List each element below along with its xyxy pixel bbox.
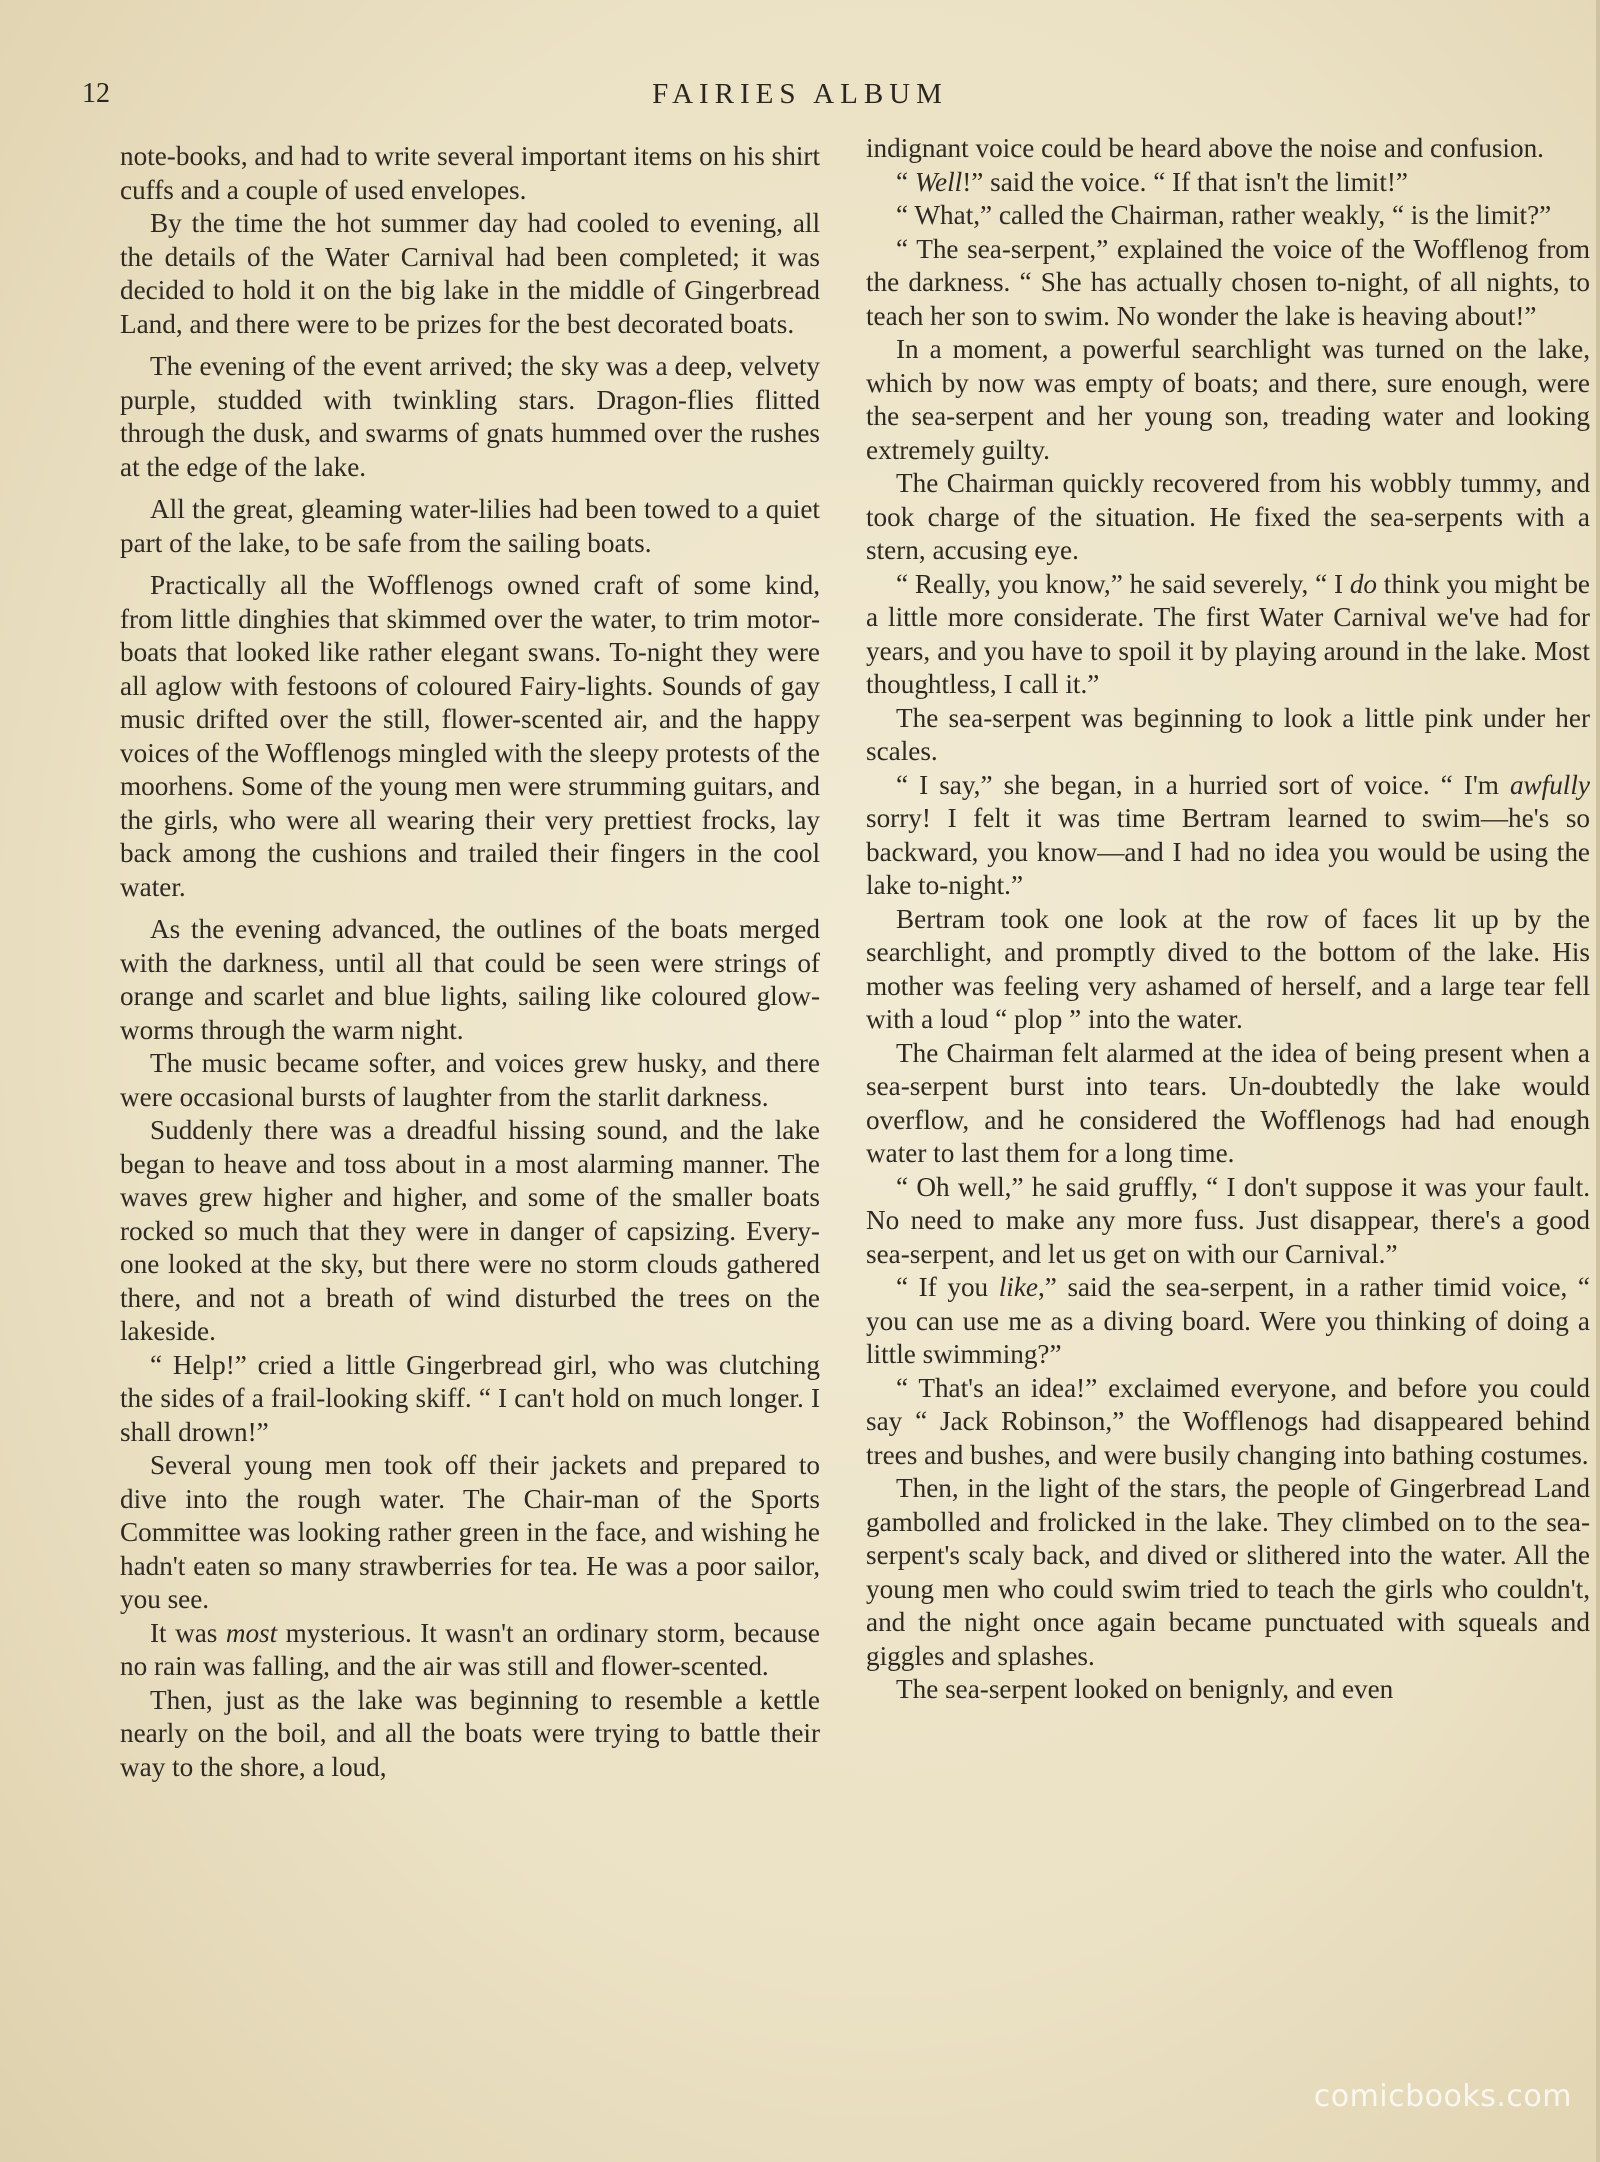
page-number: 12 [82, 78, 110, 109]
paragraph: “ What,” called the Chairman, rather weakly, “ is the limit?” [896, 200, 1552, 230]
paragraph: Suddenly there was a dreadful hissing sound, and the lake began to heave and toss about in a most alarming manner. The waves grew higher and higher, and some of the smaller boats rocked so much that they were in danger of capsizing. Every-one looked at the sky, but there were no storm clouds gathered there, and not a breath of wind disturbed the trees on the lakeside. [120, 1115, 820, 1346]
paragraph: All the great, gleaming water-lilies had been towed to a quiet part of the lake, to be safe from the sailing boats. [120, 494, 820, 558]
paragraph: Then, just as the lake was beginning to resemble a kettle nearly on the boil, and all the boats were trying to battle their way to the shore, a loud, [120, 1684, 820, 1782]
paragraph: Bertram took one look at the row of faces lit up by the searchlight, and promptly dived to the bottom of the lake. His mother was feeling very ashamed of herself, and a large tear fell with a loud “ plop ” into the water. [866, 903, 1590, 1034]
paragraph: By the time the hot summer day had cooled to evening, all the details of the Water Carnival had been completed; it was decided to hold it on the big lake in the middle of Gingerbread Land, and there were to be prizes for the best decorated boats. [120, 208, 820, 339]
paragraph: The music became softer, and voices grew husky, and there were occasional bursts of laughter from the starlit darkness. [120, 1048, 820, 1112]
paragraph: As the evening advanced, the outlines of the boats merged with the darkness, until all that could be seen were strings of orange and scarlet and blue lights, sailing like coloured glow-worms through the warm night. [120, 914, 820, 1045]
paragraph-text: sorry! I felt it was time Bertram learned to swim—he's so backward, you know—and I had no idea you would be using the lake to-night.” [866, 803, 1590, 900]
left-text-column [120, 140, 820, 1784]
paragraph: In a moment, a powerful searchlight was turned on the lake, which by now was empty of boats; and there, sure enough, were the sea-serpent and her young son, treading water and looking extremely guilty. [866, 334, 1590, 465]
paragraph: “ That's an idea!” exclaimed everyone, and before you could say “ Jack Robinson,” the Wofflenogs had disappeared behind trees and bushes, and were busily changing into bathing costumes. [866, 1372, 1590, 1470]
paragraph [866, 769, 1590, 903]
paragraph [120, 1617, 820, 1684]
emphasis-text: awfully [1509, 769, 1590, 800]
running-title: FAIRIES ALBUM [652, 78, 948, 110]
paragraph: “ The sea-serpent,” explained the voice of the Wofflenog from the darkness. “ She has actually chosen to-night, of all nights, to teach her son to swim. No wonder the lake is heaving about!” [866, 233, 1590, 331]
emphasis-text: like [998, 1272, 1038, 1302]
page-header [0, 78, 1600, 118]
paragraph-text: ,” said the sea-serpent, in a rather timid voice, “ you can use me as a diving board. Were you thinking of doing a little swimming?” [866, 1272, 1590, 1369]
paragraph-text: “ I say,” she began, in a hurried sort of voice. “ I'm [896, 769, 1510, 800]
paragraph-text: It was [150, 1617, 226, 1648]
emphasis-text: Well [914, 166, 963, 197]
right-text-column [866, 132, 1590, 1707]
paragraph-text: think you might be a little more considerate. The first Water Carnival we've had for years, and you have to spoil it by playing around in the lake. Most thoughtless, I call it.” [866, 568, 1590, 699]
paragraph: Several young men took off their jackets and prepared to dive into the rough water. The Chair-man of the Sports Committee was looking rather green in the face, and wishing he hadn't eaten so many strawberries for tea. He was a poor sailor, you see. [120, 1450, 820, 1614]
paragraph: The sea-serpent was beginning to look a little pink under her scales. [866, 702, 1590, 766]
paragraph-text: mysterious. It wasn't an ordinary storm, because no rain was falling, and the air was still and flower-scented. [120, 1617, 820, 1681]
paragraph: “ Help!” cried a little Gingerbread girl, who was clutching the sides of a frail-looking skiff. “ I can't hold on much longer. I shall drown!” [120, 1349, 820, 1447]
paragraph [866, 166, 1590, 200]
paragraph: The Chairman quickly recovered from his wobbly tummy, and took charge of the situation. He fixed the sea-serpents with a stern, accusing eye. [866, 468, 1590, 565]
paragraph [866, 568, 1590, 702]
watermark-text: comicbooks.com [1313, 2079, 1572, 2114]
page-edge [1596, 0, 1600, 2162]
emphasis-text: most [225, 1617, 278, 1648]
paragraph: note-books, and had to write several important items on his shirt cuffs and a couple of used envelopes. [120, 141, 820, 205]
paragraph: Practically all the Wofflenogs owned craft of some kind, from little dinghies that skimmed over the water, to trim motor-boats that looked like rather elegant swans. To-night they were all aglow with festoons of coloured Fairy-lights. Sounds of gay music drifted over the still, flower-scented air, and the happy voices of the Wofflenogs mingled with the sleepy protests of the moorhens. Some of the young men were strumming guitars, and the girls, who were all wearing their very prettiest frocks, lay back among the cushions and trailed their fingers in the cool water. [120, 570, 820, 902]
paragraph: indignant voice could be heard above the noise and confusion. [866, 133, 1544, 163]
emphasis-text: do [1349, 568, 1377, 599]
paragraph: “ Oh well,” he said gruffly, “ I don't suppose it was your fault. No need to make any more fuss. Just disappear, there's a good sea-serpent, and let us get on with our Carnival.” [866, 1171, 1590, 1269]
paragraph: Then, in the light of the stars, the people of Gingerbread Land gambolled and frolicked in the lake. They climbed on to the sea-serpent's scaly back, and dived or slithered into the water. All the young men who could swim tried to teach the girls who couldn't, and the night once again became punctuated with squeals and giggles and splashes. [866, 1473, 1590, 1671]
paragraph-text: “ [896, 166, 915, 197]
paragraph-text: “ Really, you know,” he said severely, “ I [896, 568, 1350, 599]
paragraph-text: “ If you [896, 1272, 999, 1302]
paragraph: The evening of the event arrived; the sky was a deep, velvety purple, studded with twinkling stars. Dragon-flies flitted through the dusk, and swarms of gnats hummed over the rushes at the edge of the lake. [120, 351, 820, 482]
paragraph-text: !” said the voice. “ If that isn't the limit!” [962, 166, 1408, 197]
paragraph [866, 1271, 1590, 1372]
paragraph: The sea-serpent looked on benignly, and even [896, 1674, 1394, 1704]
paragraph: The Chairman felt alarmed at the idea of being present when a sea-serpent burst into tears. Un-doubtedly the lake would overflow, and he considered the Wofflenogs had had enough water to last them for a long time. [866, 1037, 1590, 1168]
